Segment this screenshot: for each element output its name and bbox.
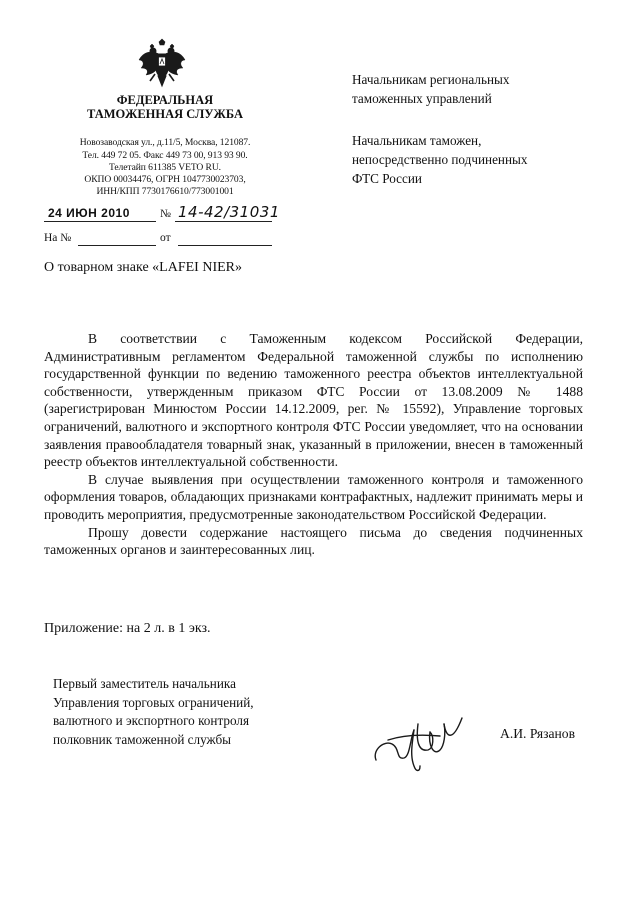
address-line: Новозаводская ул., д.11/5, Москва, 121087.	[79, 137, 251, 148]
signer-position-line: полковник таможенной службы	[53, 731, 232, 747]
signer-position-line: валютного и экспортного контроля	[53, 713, 250, 728]
body-paragraph: В соответствии с Таможенным кодексом Российской Федерации, Административным регламентом Федеральной таможенной службы по исполнению государственной функции по ведению таможенного реестра объектов интеллектуальной собственности, утвержденным приказом ФТС России от 13.08.2009 № 1488 (зарегистрирован Минюстом России 14.12.2009, рег. № 15592), Управление торговых ограничений, валютного и экспортного контроля ФТС России уведомляет, что на основании заявления правообладателя товарный знак, указанный в приложении, внесен в таможенный реестр объектов интеллектуальной собственности.	[44, 331, 583, 470]
inn-kpp-line: ИНН/КПП 7730176610/773001001	[96, 186, 234, 197]
handwritten-signature-icon	[370, 710, 470, 780]
body-paragraph: Прошу довести содержание настоящего письма до сведения подчиненных таможенных органов и заинтересованных лиц.	[44, 524, 583, 558]
okpo-ogrn-line: ОКПО 00034476, ОГРН 1047730023703,	[84, 174, 246, 185]
attachment-note: Приложение: на 2 л. в 1 экз.	[44, 621, 211, 636]
in-reply-label: На №	[44, 232, 72, 244]
letter-subject: О товарном знаке «LAFEI NIER»	[44, 260, 242, 275]
recipient-line: Начальникам таможен,	[352, 133, 482, 148]
number-label: №	[160, 208, 171, 220]
registration-number: 14-42/31031	[178, 203, 280, 221]
in-reply-underline	[78, 245, 156, 246]
recipient-line: таможенных управлений	[352, 91, 492, 106]
from-underline	[178, 245, 272, 246]
org-name-line2: ТАМОЖЕННАЯ СЛУЖБА	[87, 107, 243, 121]
org-name-line1: ФЕДЕРАЛЬНАЯ	[116, 93, 214, 107]
signer-position-line: Управления торговых ограничений,	[53, 694, 254, 710]
recipient-line: непосредственно подчиненных	[352, 152, 528, 167]
body-paragraph: В случае выявления при осуществлении таможенного контроля и таможенного оформления товаров, обладающих признаками контрафактных, надлежит принимать меры и проводить мероприятия, предусмотренные законодательством Российской Федерации.	[44, 471, 583, 522]
phone-line: Тел. 449 72 05. Факс 449 73 00, 913 93 90.	[82, 150, 248, 161]
signer-name: А.И. Рязанов	[500, 726, 576, 741]
letter-body	[44, 330, 583, 559]
signature-block	[53, 675, 254, 749]
number-underline	[175, 221, 272, 222]
state-emblem-icon	[137, 38, 187, 90]
signer-position-line: Первый заместитель начальника	[53, 676, 236, 691]
teletype-line: Телетайп 611385 VETO RU.	[109, 162, 221, 173]
date-underline	[44, 221, 156, 222]
recipient-line: ФТС России	[352, 171, 422, 186]
recipient-line: Начальникам региональных	[352, 72, 510, 87]
from-label: от	[160, 232, 171, 244]
registration-date: 24 ИЮН 2010	[48, 206, 130, 220]
